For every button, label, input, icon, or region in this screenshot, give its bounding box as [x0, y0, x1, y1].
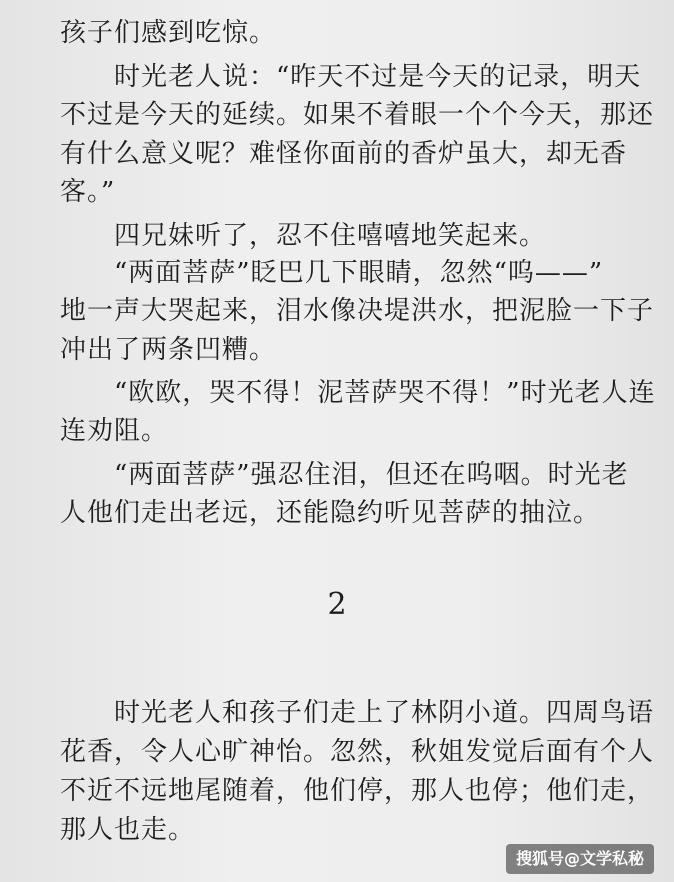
section-number: 2 — [327, 587, 347, 622]
text-line: 花香，令人心旷神怡。忽然，秋姐发觉后面有个人 — [60, 737, 655, 767]
text-line: 时光老人说：“昨天不过是今天的记录，明天 — [60, 62, 642, 92]
text-line: “欧欧，哭不得！泥菩萨哭不得！”时光老人连 — [60, 378, 656, 408]
text-line: 不近不远地尾随着，他们停，那人也停；他们走， — [60, 776, 655, 806]
text-line: 不过是今天的延续。如果不着眼一个个今天，那还 — [60, 100, 655, 130]
text-line: 连劝阻。 — [60, 416, 169, 446]
watermark-badge: 搜狐号@文学私秘 — [506, 844, 654, 874]
text-line: 人他们走出老远，还能隐约听见菩萨的抽泣。 — [60, 498, 601, 528]
text-line: 有什么意义呢？难怪你面前的香炉虽大，却无香 — [60, 139, 628, 169]
text-line: “两面菩萨”强忍住泪，但还在呜咽。时光老 — [60, 460, 629, 490]
text-line: 冲出了两条凹糟。 — [60, 335, 277, 365]
text-line: 客。” — [60, 177, 116, 207]
text-line: 时光老人和孩子们走上了林阴小道。四周鸟语 — [60, 698, 655, 728]
text-line: 地一声大哭起来，泪水像决堤洪水，把泥脸一下子 — [60, 296, 655, 326]
text-line: 孩子们感到吃惊。 — [60, 18, 277, 48]
text-line: 四兄妹听了，忍不住嘻嘻地笑起来。 — [60, 221, 547, 251]
text-line: “两面菩萨”眨巴几下眼睛，忽然“呜——” — [60, 258, 604, 288]
text-line: 那人也走。 — [60, 815, 196, 845]
